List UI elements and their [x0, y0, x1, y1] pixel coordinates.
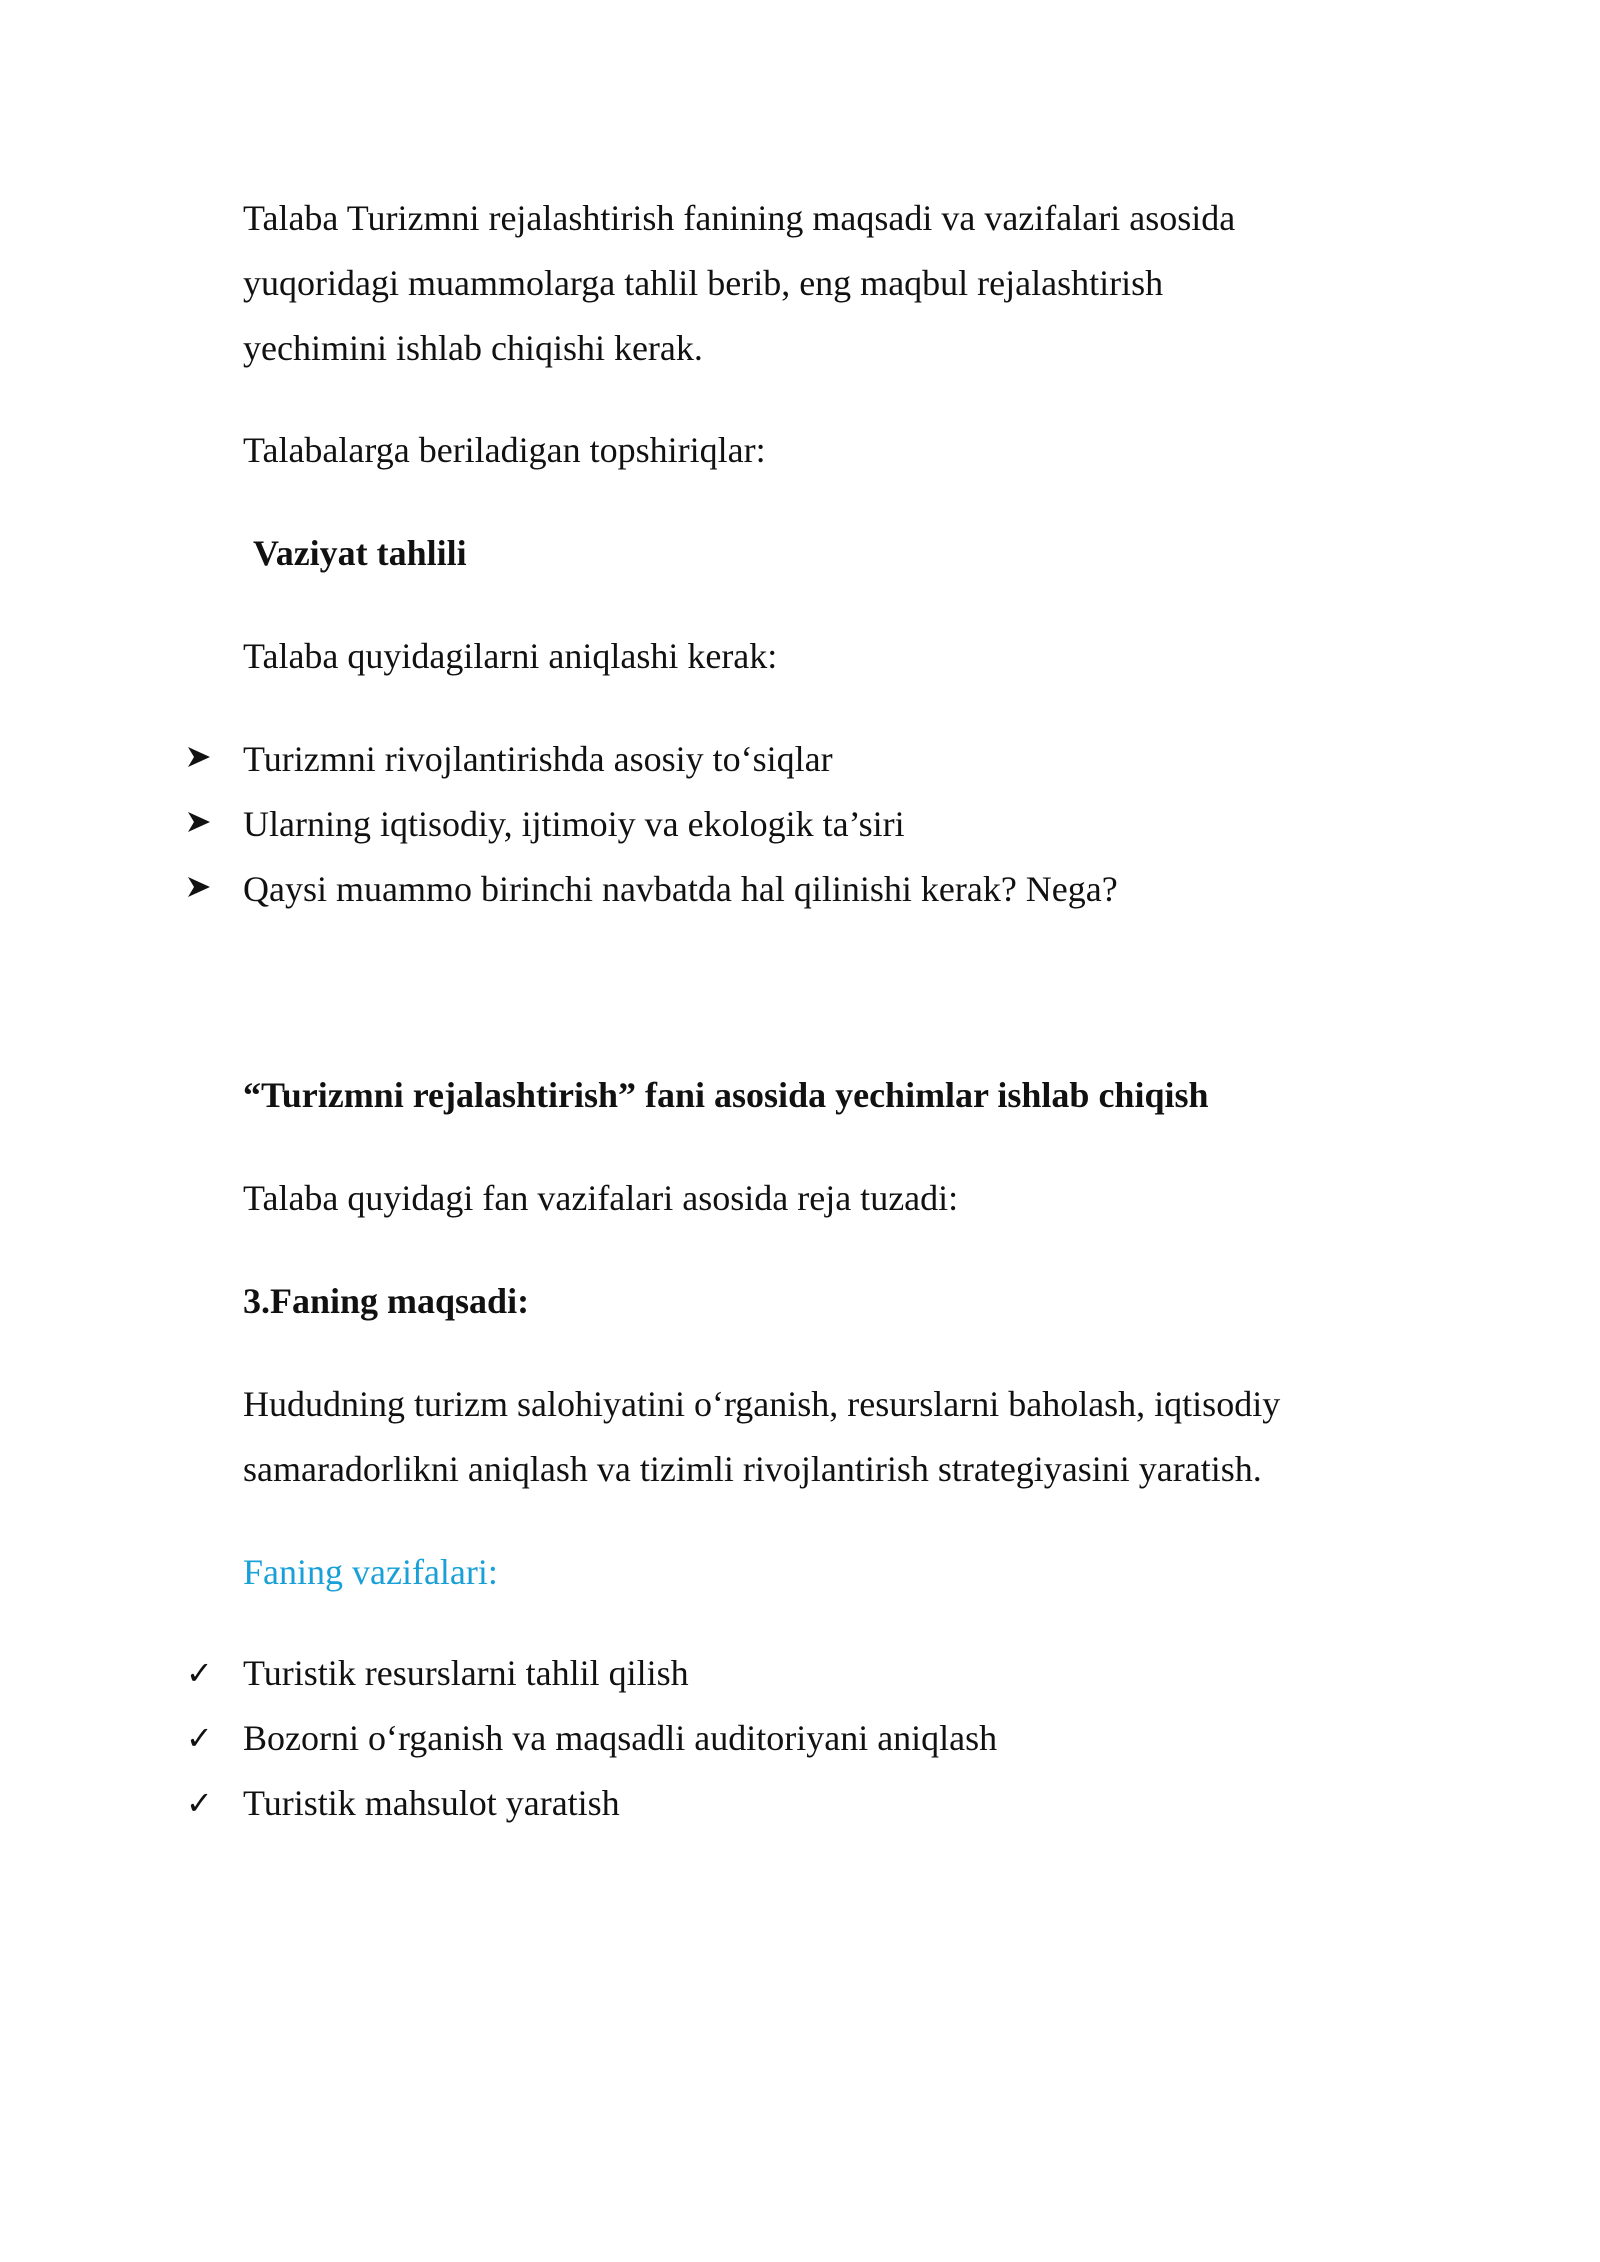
arrow-bullet-icon: [186, 874, 212, 900]
solutions-heading: “Turizmni rejalashtirish” fani asosida yechimlar ishlab chiqish: [243, 1075, 1209, 1115]
arrow-bullet-icon: [186, 737, 212, 781]
situation-heading: Vaziyat tahlili: [253, 533, 467, 573]
goal-line-2: samaradorlikni aniqlash va tizimli rivojlantirish strategiyasini yaratish.: [243, 1449, 1262, 1489]
intro-line-3: yechimini ishlab chiqishi kerak.: [243, 328, 703, 368]
intro-line-1: Talaba Turizmni rejalashtirish fanining maqsadi va vazifalari asosida: [243, 198, 1236, 238]
checkmark-icon: ✓: [186, 1784, 213, 1822]
intro-line-2: yuqoridagi muammolarga tahlil berib, eng maqbul rejalashtirish: [243, 263, 1164, 303]
duties-item: Turistik mahsulot yaratish: [243, 1783, 620, 1823]
goal-line-1: Hududning turizm salohiyatini o‘rganish, resurslarni baholash, iqtisodiy: [243, 1384, 1281, 1424]
checkmark-icon: ✓: [186, 1654, 213, 1692]
duties-heading: Faning vazifalari:: [243, 1552, 498, 1592]
arrow-bullet-icon: [186, 802, 212, 846]
arrow-bullet-icon: [186, 809, 212, 835]
situation-item: Turizmni rivojlantirishda asosiy to‘siqlar: [243, 739, 833, 779]
duties-item: Bozorni o‘rganish va maqsadli auditoriyani aniqlash: [243, 1718, 998, 1758]
solutions-lead: Talaba quyidagi fan vazifalari asosida reja tuzadi:: [243, 1178, 959, 1218]
goal-heading: 3.Faning maqsadi:: [243, 1281, 530, 1321]
situation-item: Qaysi muammo birinchi navbatda hal qilinishi kerak? Nega?: [243, 869, 1118, 909]
tasks-intro: Talabalarga beriladigan topshiriqlar:: [243, 430, 766, 470]
situation-lead: Talaba quyidagilarni aniqlashi kerak:: [243, 636, 778, 676]
situation-item: Ularning iqtisodiy, ijtimoiy va ekologik ta’siri: [243, 804, 905, 844]
checkmark-icon: ✓: [186, 1719, 213, 1757]
duties-item: Turistik resurslarni tahlil qilish: [243, 1653, 689, 1693]
arrow-bullet-icon: [186, 867, 212, 911]
arrow-bullet-icon: [186, 744, 212, 770]
